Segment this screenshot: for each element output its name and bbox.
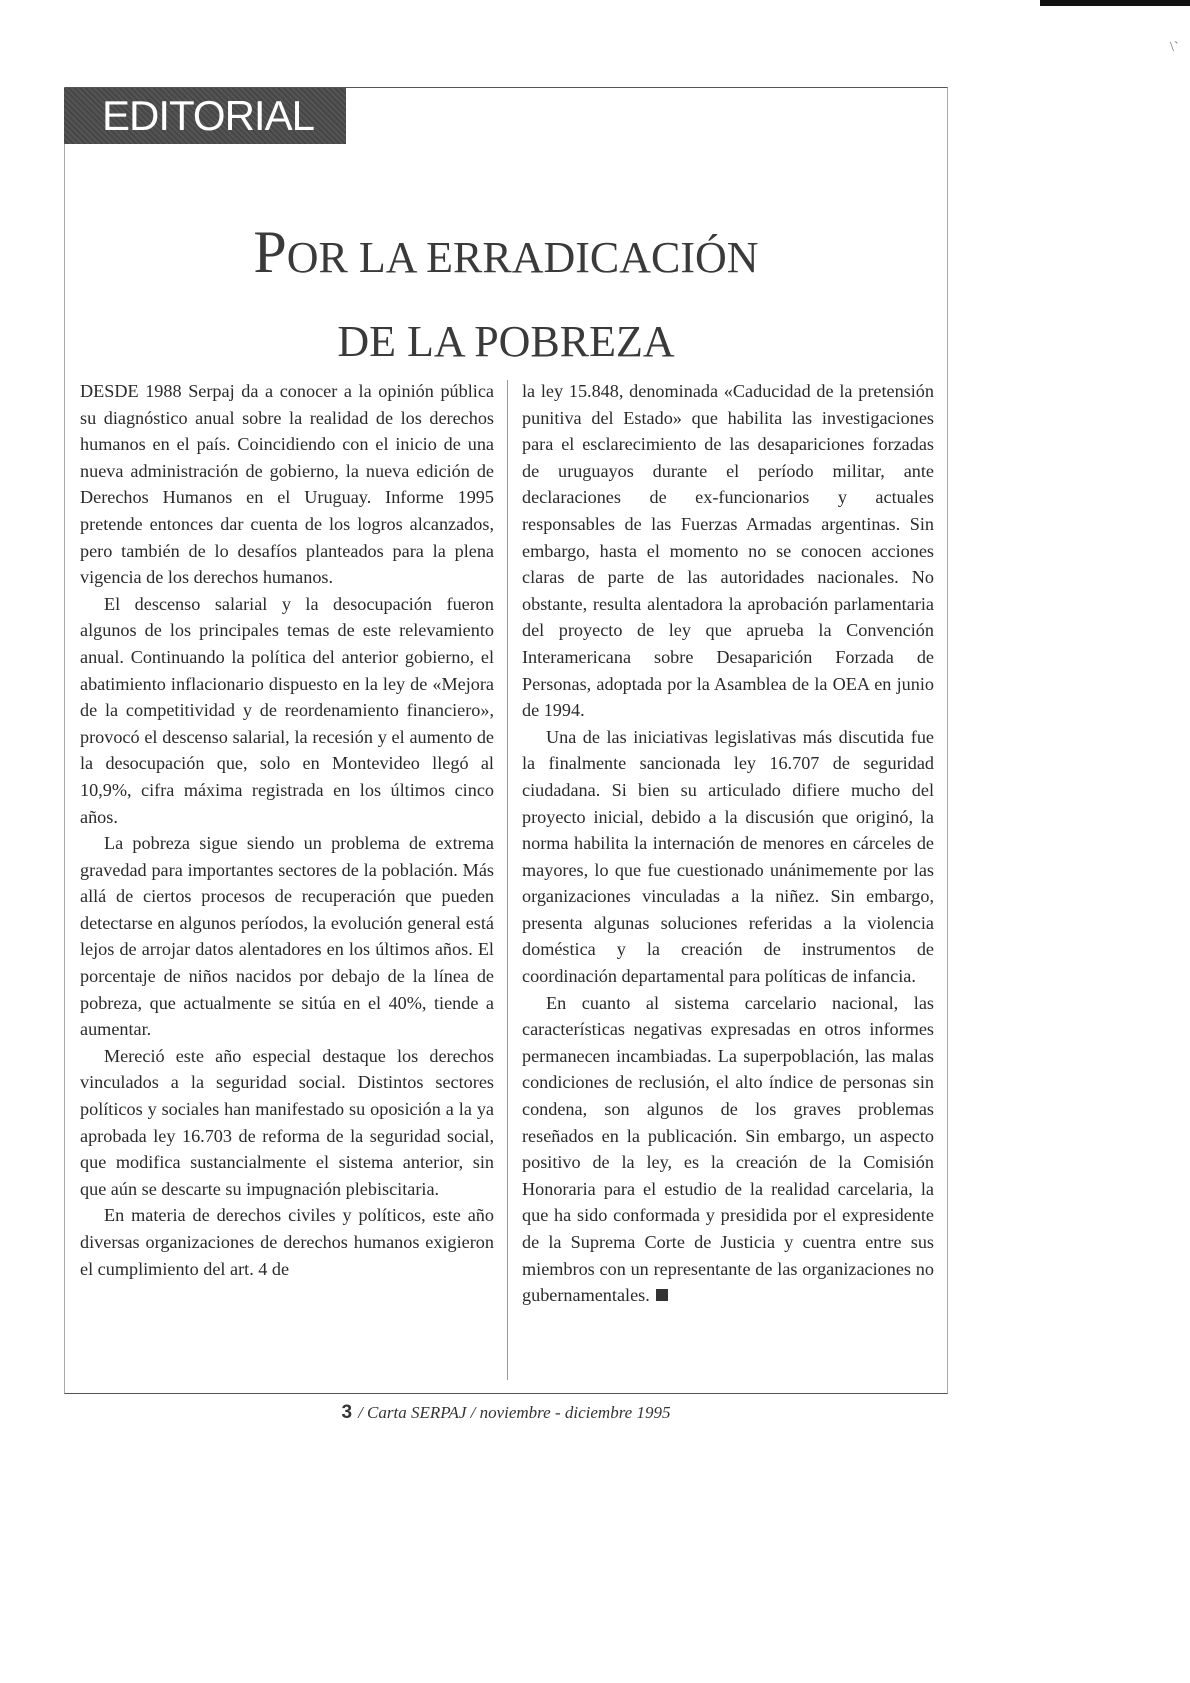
scan-edge (1040, 0, 1190, 6)
headline-line-1: POR LA ERRADICACIÓN (253, 219, 759, 285)
paragraph: la ley 15.848, denominada «Caducidad de la pretensión punitiva del Estado» que habilita las investigaciones para el esclarecimiento de las desapariciones forzadas de uruguayos durante el período militar, ante declaraciones de ex-funcionarios y actuales responsables de las Fuerzas Armadas argentinas. Sin embargo, hasta el momento no se conocen acciones claras de parte de las autoridades nacionales. No obstante, resulta alentadora la aprobación parlamentaria del proyecto de ley que aprueba la Convención Interamericana sobre Desaparición Forzada de Personas, adoptada por la Asamblea de la OEA en junio de 1994. (522, 381, 934, 721)
page-footer (64, 1402, 948, 1424)
page-number: 3 (341, 1402, 353, 1423)
footer-text: / Carta SERPAJ / noviembre - diciembre 1995 (358, 1403, 671, 1422)
column-divider (507, 380, 508, 1380)
paragraph: La pobreza sigue siendo un problema de extrema gravedad para importantes sectores de la población. Más allá de ciertos procesos de recuperación que pueden detectarse en algunos períodos, la evolución general está lejos de arrojar datos alentadores en los últimos años. El porcentaje de niños nacidos por debajo de la línea de pobreza, que actualmente se sitúa en el 40%, tiende a aumentar. (80, 833, 494, 1040)
right-column (522, 378, 934, 1309)
paragraph: El descenso salarial y la desocupación fueron algunos de los principales temas de este relevamiento anual. Continuando la política del anterior gobierno, el abatimiento inflacionario dispuesto en la ley de «Mejora de la competitividad y de reordenamiento financiero», provocó el descenso salarial, la recesión y el aumento de la desocupación que, solo en Montevideo llegó al 10,9%, cifra máxima registrada en los últimos cinco años. (80, 593, 494, 827)
left-column (80, 378, 494, 1282)
section-banner: EDITORIAL (64, 88, 346, 144)
paragraph (522, 990, 934, 1309)
paragraph-text: En cuanto al sistema carcelario nacional, las características negativas expresadas en otros informes permanecen incambiadas. La superpoblación, las malas condiciones de reclusión, el alto índice de personas sin condena, son algunos de los graves problemas reseñados en la publicación. Sin embargo, un aspecto positivo de la ley, es la creación de la Comisión Honoraria para el estudio de la realidad carcelaria, la que ha sido conformada y presidida por el expresidente de la Suprema Corte de Justicia y cuentra entre sus miembros con un representante de las organizaciones no gubernamentales. (522, 992, 934, 1306)
headline (64, 210, 948, 384)
paragraph: Mereció este año especial destaque los derechos vinculados a la seguridad social. Distintos sectores políticos y sociales han manifestado su oposición a la ya aprobada ley 16.703 de reforma de la seguridad social, que modifica sustancialmente el sistema anterior, sin que aún se descarte su impugnación plebiscitaria. (80, 1045, 494, 1199)
paragraph: DESDE 1988 Serpaj da a conocer a la opinión pública su diagnóstico anual sobre la realidad de los derechos humanos en el país. Coincidiendo con el inicio de una nueva administración de gobierno, la nueva edición de Derechos Humanos en el Uruguay. Informe 1995 pretende entonces dar cuenta de los logros alcanzados, pero también de lo desafíos planteados para la plena vigencia de los derechos humanos. (80, 381, 494, 588)
paragraph: Una de las iniciativas legislativas más discutida fue la finalmente sancionada ley 16.707 de seguridad ciudadana. Si bien su articulado difiere mucho del proyecto inicial, debido a la discusión que originó, la norma habilita la internación de menores en cárceles de mayores, lo que fue cuestionado unánimemente por las organizaciones vinculadas a la niñez. Sin embargo, presenta algunas soluciones referidas a la violencia doméstica y la creación de instrumentos de coordinación departamental para políticas de infancia. (522, 726, 934, 987)
paragraph: En materia de derechos civiles y políticos, este año diversas organizaciones de derechos humanos exigieron el cumplimiento del art. 4 de (80, 1205, 494, 1279)
headline-line-2: DE LA POBREZA (337, 317, 675, 366)
scan-speck: \` (1170, 40, 1179, 55)
end-mark-icon (656, 1289, 668, 1301)
